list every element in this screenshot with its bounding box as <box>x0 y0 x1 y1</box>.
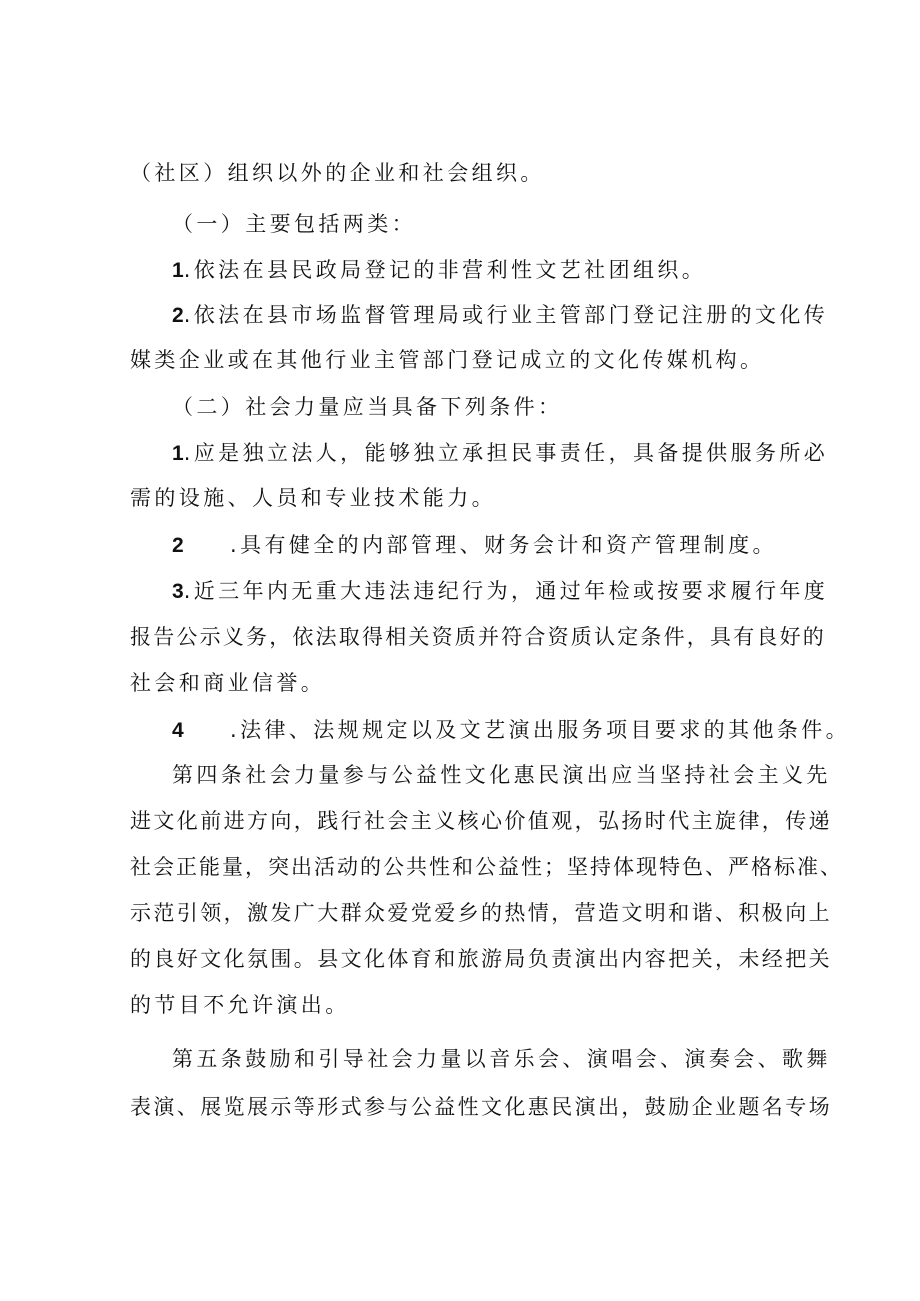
item-text: 依法在县民政局登记的非营利性文艺社团组织。 <box>193 258 707 282</box>
item-separator: . <box>183 441 194 465</box>
section-heading <box>172 388 872 426</box>
line-text: 的良好文化氛围。县文化体育和旅游局负责演出内容把关，未经把关 <box>130 947 832 971</box>
paragraph-start <box>172 756 872 794</box>
line-text: 进文化前进方向，践行社会主义核心价值观，弘扬时代主旋律，传递 <box>130 809 832 833</box>
item-number: 3 <box>172 580 184 603</box>
text-line <box>130 341 830 379</box>
item-number: 2 <box>172 304 184 327</box>
item-number: 1 <box>172 442 184 465</box>
text-line <box>130 802 830 840</box>
section-heading <box>172 205 872 243</box>
item-text: 法律、法规规定以及文艺演出服务项目要求的其他条件。 <box>240 718 851 742</box>
line-text: 第四条社会力量参与公益性文化惠民演出应当坚持社会主义先 <box>172 763 831 787</box>
text-line <box>130 986 830 1024</box>
item-text: 依法在县市场监督管理局或行业主管部门登记注册的文化传 <box>193 303 829 327</box>
list-item <box>172 572 872 610</box>
item-number: 1 <box>172 259 184 282</box>
line-text: 的节目不允许演出。 <box>130 993 350 1017</box>
list-item <box>172 296 872 334</box>
line-text: 示范引领，激发广大群众爱党爱乡的热情，营造文明和谐、积极向上 <box>130 901 832 925</box>
heading-text: （一）主要包括两类： <box>172 212 416 236</box>
line-text: 社会正能量，突出活动的公共性和公益性；坚持体现特色、严格标准、 <box>130 855 843 879</box>
text-line <box>130 894 830 932</box>
list-item <box>172 711 872 749</box>
list-item <box>172 251 872 289</box>
item-number: 2 <box>172 534 184 557</box>
line-text: 社会和商业信誉。 <box>130 671 326 695</box>
line-text: 媒类企业或在其他行业主管部门登记成立的文化传媒机构。 <box>130 348 765 372</box>
item-separator: . <box>183 579 194 603</box>
heading-text: （二）社会力量应当具备下列条件： <box>172 395 563 419</box>
item-number: 4 <box>172 719 184 742</box>
text-line <box>130 479 830 517</box>
item-separator: . <box>183 303 194 327</box>
item-text: 应是独立法人，能够独立承担民事责任，具备提供服务所必 <box>193 441 829 465</box>
item-text: 具有健全的内部管理、财务会计和资产管理制度。 <box>240 533 777 557</box>
list-item <box>172 526 872 564</box>
line-text: （社区）组织以外的企业和社会组织。 <box>130 161 545 185</box>
text-line <box>130 154 830 192</box>
item-separator: . <box>183 258 194 282</box>
line-text: 报告公示义务，依法取得相关资质并符合资质认定条件，具有良好的 <box>130 625 826 649</box>
item-separator: . <box>230 533 241 557</box>
item-text: 近三年内无重大违法违纪行为，通过年检或按要求履行年度 <box>193 579 829 603</box>
text-line <box>130 664 830 702</box>
text-line <box>130 940 830 978</box>
line-text: 需的设施、人员和专业技术能力。 <box>130 486 496 510</box>
line-text: 第五条鼓励和引导社会力量以音乐会、演唱会、演奏会、歌舞 <box>172 1047 831 1071</box>
paragraph-start <box>172 1040 872 1078</box>
text-line <box>130 618 830 656</box>
text-line <box>130 848 843 886</box>
text-line <box>130 1088 830 1126</box>
item-separator: . <box>230 718 241 742</box>
line-text: 表演、展览展示等形式参与公益性文化惠民演出，鼓励企业题名专场 <box>130 1095 832 1119</box>
list-item <box>172 434 872 472</box>
